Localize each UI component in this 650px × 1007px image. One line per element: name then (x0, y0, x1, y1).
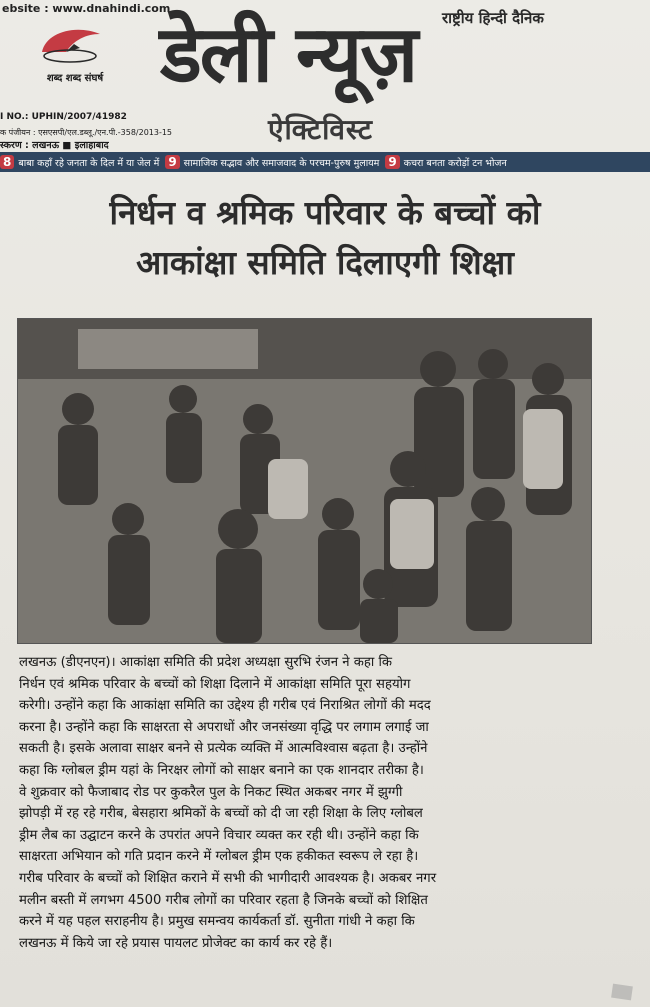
masthead-subtitle: ऐक्टिविस्ट (268, 113, 373, 146)
article-headline (0, 188, 650, 288)
page-corner-mark (611, 984, 633, 1001)
strip-headline: कचरा बनता करोड़ों टन भोजन (403, 157, 507, 169)
article-line: ड्रीम लैब का उद्घाटन करने के उपरांत अपने विचार व्यक्त कर रही थी। उन्होंने कहा कि (19, 827, 419, 843)
strip-item (0, 155, 159, 169)
article-line: गरीब परिवार के बच्चों को शिक्षित कराने में सभी की भागीदारी आवश्यक है। अकबर नगर (19, 870, 437, 886)
article-line: मलीन बस्ती में लगभग 4500 गरीब लोगों का परिवार रहता है जिनके बच्चों को शिक्षित (19, 892, 428, 908)
article-line: कहा कि ग्लोबल ड्रीम यहां के निरक्षर लोगों को साक्षर बनाने का एक शानदार तरीका है। (19, 762, 424, 778)
article-line: निर्धन एवं श्रमिक परिवार के बच्चों को शिक्षा दिलाने में आकांक्षा समिति पूरा सहयोग (19, 676, 411, 692)
masthead-tagline: राष्ट्रीय हिन्दी दैनिक (442, 9, 544, 27)
headline-line-1: निर्धन व श्रमिक परिवार के बच्चों को (109, 193, 541, 232)
article-line: सकती है। इसके अलावा साक्षर बनने से प्रत्येक व्यक्ति में आत्मविश्वास बढ़ता है। उन्होंने (19, 741, 428, 757)
article-line: झोपड़ी में रह रहे गरीब, बेसहारा श्रमिकों के बच्चों को दी जा रही शिक्षा के लिए ग्लोबल (19, 806, 423, 822)
edition-info: स्करण : लखनऊ ■ इलाहाबाद (0, 140, 109, 151)
article-body (19, 652, 631, 954)
strip-page-number: 8 (0, 155, 14, 169)
headline-line-2: आकांक्षा समिति दिलाएगी शिक्षा (136, 243, 514, 282)
article-line: लखनऊ (डीएनएन)। आकांक्षा समिति की प्रदेश अध्यक्षा सुरभि रंजन ने कहा कि (19, 655, 393, 670)
article-line: करने में यह पहल सराहनीय है। प्रमुख समन्वय कार्यकर्ता डॉ. सुनीता गांधी ने कहा कि (19, 914, 415, 930)
strip-item (165, 155, 379, 169)
website-url: ebsite : www.dnahindi.com (2, 2, 171, 15)
group-photo-icon (18, 319, 591, 643)
article-line: लखनऊ में किये जा रहे प्रयास पायलट प्रोजेक्ट का कार्य कर रहे हैं। (19, 935, 333, 951)
registration-number: क पंजीयन : एसएसपी/एल.डब्लू./एन.पी.-358/2013-15 (0, 128, 173, 137)
article-photo (17, 318, 592, 644)
article-line: साक्षरता अभियान को गति प्रदान करने में ग्लोबल ड्रीम एक हकीकत स्वरूप ले रहा है। (19, 849, 419, 865)
article-line: करना है। उन्होंने कहा कि साक्षरता से अपराधों और जनसंख्या वृद्धि पर लगाम लगाई जा (19, 719, 429, 735)
article-line: करेगी। उन्होंने कहा कि आकांक्षा समिति का उद्देश्य ही गरीब एवं निराश्रित लोगों की मदद (19, 698, 431, 714)
strip-page-number: 9 (165, 155, 179, 169)
strip-headline: बाबा कहाँ रहे जनता के दिल में या जेल में (18, 157, 160, 169)
strip-item (385, 155, 506, 169)
masthead-title: डेली न्यूज़ (160, 10, 417, 100)
strip-page-number: 9 (385, 155, 399, 169)
strip-headline: सामाजिक सद्भाव और समाजवाद के परचम-पुरुष मुलायम (183, 157, 380, 169)
article-line: वे शुक्रवार को फैजाबाद रोड पर कुकरैल पुल के निकट स्थित अकबर नगर में झुग्गी (19, 784, 403, 800)
news-strip (0, 152, 650, 172)
logo (26, 22, 124, 84)
logo-slogan: शब्द शब्द संघर्ष (46, 73, 104, 84)
rni-number: I NO.: UPHIN/2007/41982 (0, 112, 127, 122)
pen-emblem-icon (36, 22, 106, 66)
